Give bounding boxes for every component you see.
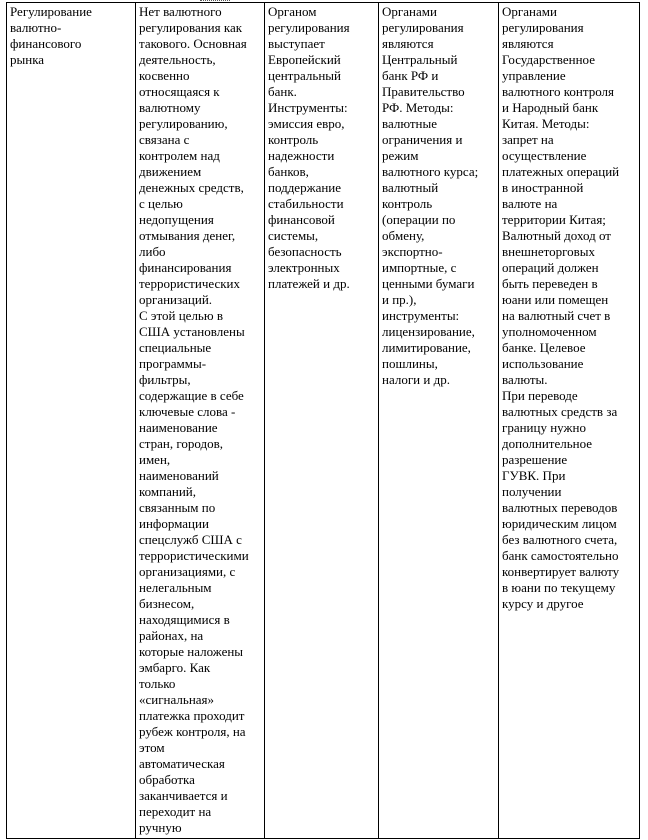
text-line: валютных средств за: [502, 404, 618, 419]
text-line: операций должен: [502, 260, 599, 275]
text-line: бизнесом,: [139, 596, 195, 611]
text-line: налоги и др.: [382, 372, 450, 387]
text-line: деятельность,: [139, 52, 216, 67]
text-line: и Народный банк: [502, 100, 599, 115]
text-line: валютного курса;: [382, 164, 479, 179]
cell-lines: [268, 4, 375, 292]
text-line: юани или помещен: [502, 292, 609, 307]
text-line: управление: [502, 68, 566, 83]
text-line: банков,: [268, 164, 309, 179]
text-line: такового. Основная: [139, 36, 247, 51]
text-line: содержащие в себе: [139, 388, 244, 403]
text-line: ограничения и: [382, 132, 463, 147]
text-line: При переводе: [502, 388, 578, 403]
text-line: ценными бумаги: [382, 276, 475, 291]
text-line: конвертирует валюту: [502, 564, 620, 579]
text-line: Органом: [268, 4, 317, 19]
text-line: регулированию,: [139, 116, 228, 131]
text-line: Правительство: [382, 84, 465, 99]
text-line: без валютного счета,: [502, 532, 618, 547]
text-line: Европейский: [268, 52, 341, 67]
text-line: связанным по: [139, 500, 216, 515]
text-line: либо: [139, 244, 166, 259]
text-line: импортные, с: [382, 260, 457, 275]
table-row: [7, 3, 640, 839]
text-line: относящаяся к: [139, 84, 220, 99]
text-line: организациями, с: [139, 564, 236, 579]
text-line: безопасность: [268, 244, 342, 259]
text-line: финансовой: [268, 212, 335, 227]
text-line: недопущения: [139, 212, 214, 227]
text-line: наименований: [139, 468, 219, 483]
cell-china: [499, 3, 640, 839]
text-line: выступает: [268, 36, 325, 51]
cell-russia: [379, 3, 499, 839]
text-line: ГУВК. При: [502, 468, 566, 483]
text-line: валютные: [382, 116, 438, 131]
text-line: и пр.),: [382, 292, 417, 307]
text-line: регулирования: [382, 20, 464, 35]
text-line: инструменты:: [382, 308, 460, 323]
text-line: стабильности: [268, 196, 344, 211]
text-line: денежных средств,: [139, 180, 244, 195]
text-line: РФ. Методы:: [382, 100, 454, 115]
text-line: районах, на: [139, 628, 204, 643]
text-line: фильтры,: [139, 372, 191, 387]
text-line: программы-: [139, 356, 207, 371]
text-line: наименование: [139, 420, 218, 435]
text-line: косвенно: [139, 68, 190, 83]
text-line: внешнеторговых: [502, 244, 595, 259]
text-line: Нет валютного: [139, 4, 222, 19]
text-line: режим: [382, 148, 419, 163]
text-line: в иностранной: [502, 180, 584, 195]
text-line: быть переведен в: [502, 276, 598, 291]
text-line: связана с: [139, 132, 190, 147]
text-line: террористическими: [139, 548, 249, 563]
text-line: отмывания денег,: [139, 228, 236, 243]
text-line: банк РФ и: [382, 68, 439, 83]
cell-lines: [10, 4, 132, 68]
text-line: платежей и др.: [268, 276, 350, 291]
text-line: автоматическая: [139, 756, 225, 771]
cell-lines: [382, 4, 495, 388]
cell-usa: [136, 3, 265, 839]
text-line: ключевые слова -: [139, 404, 236, 419]
text-line: электронных: [268, 260, 340, 275]
cell-topic: [7, 3, 136, 839]
text-line: банк.: [268, 84, 297, 99]
text-line: платежных операций: [502, 164, 620, 179]
text-line: банк самостоятельно: [502, 548, 619, 563]
text-line: валютный: [382, 180, 439, 195]
cell-lines: [502, 4, 636, 612]
text-line: Органами: [502, 4, 557, 19]
text-line: финансирования: [139, 260, 232, 275]
text-line: контроль: [382, 196, 433, 211]
text-line: валюты.: [502, 372, 548, 387]
text-line: запрет на: [502, 132, 554, 147]
text-line: являются: [382, 36, 434, 51]
text-line: платежка проходит: [139, 708, 245, 723]
text-line: регулирования: [502, 20, 584, 35]
text-line: получении: [502, 484, 562, 499]
text-line: валютно-: [10, 20, 62, 35]
text-line: специальные: [139, 340, 212, 355]
text-line: Органами: [382, 4, 437, 19]
text-line: этом: [139, 740, 165, 755]
text-line: на валютный счет в: [502, 308, 611, 323]
text-line: регулирования: [268, 20, 350, 35]
text-line: Валютный доход от: [502, 228, 611, 243]
text-line: лицензирование,: [382, 324, 475, 339]
text-line: финансового: [10, 36, 82, 51]
text-line: валютному: [139, 100, 201, 115]
text-line: пошлины,: [382, 356, 438, 371]
text-line: территории Китая;: [502, 212, 606, 227]
text-line: «сигнальная»: [139, 692, 215, 707]
text-line: находящимися в: [139, 612, 230, 627]
text-line: регулирования как: [139, 20, 243, 35]
cell-eu: [265, 3, 379, 839]
text-line: границу нужно: [502, 420, 586, 435]
text-line: переходит на: [139, 804, 212, 819]
text-line: спецслужб США с: [139, 532, 242, 547]
text-line: являются: [502, 36, 554, 51]
text-line: надежности: [268, 148, 335, 163]
text-line: лимитирование,: [382, 340, 471, 355]
text-line: эмиссия евро,: [268, 116, 345, 131]
text-line: только: [139, 676, 176, 691]
text-line: курсу и другое: [502, 596, 584, 611]
text-line: организаций.: [139, 292, 213, 307]
text-line: Инструменты:: [268, 100, 348, 115]
text-line: движением: [139, 164, 202, 179]
text-line: (операции по: [382, 212, 456, 227]
text-line: рубеж контроля, на: [139, 724, 246, 739]
text-line: эмбарго. Как: [139, 660, 211, 675]
text-line: банке. Целевое: [502, 340, 586, 355]
text-line: системы,: [268, 228, 319, 243]
text-line: Регулирование: [10, 4, 92, 19]
text-line: экспортно-: [382, 244, 443, 259]
text-line: заканчивается и: [139, 788, 228, 803]
text-line: валютного контроля: [502, 84, 615, 99]
text-line: ручную: [139, 820, 182, 835]
text-line: рынка: [10, 52, 45, 67]
cell-lines: [139, 4, 261, 836]
text-line: валютных переводов: [502, 500, 618, 515]
text-line: юридическим лицом: [502, 516, 617, 531]
text-line: обработка: [139, 772, 195, 787]
comparison-table: [6, 2, 640, 839]
text-line: которые наложены: [139, 644, 244, 659]
text-line: в юани по текущему: [502, 580, 616, 595]
text-line: нелегальным: [139, 580, 212, 595]
text-line: с целью: [139, 196, 183, 211]
text-line: США установлены: [139, 324, 245, 339]
text-line: контролем над: [139, 148, 220, 163]
text-line: террористических: [139, 276, 240, 291]
text-line: контроль: [268, 132, 319, 147]
text-line: уполномоченном: [502, 324, 597, 339]
text-line: валюте на: [502, 196, 558, 211]
text-line: Государственное: [502, 52, 595, 67]
text-line: использование: [502, 356, 584, 371]
text-line: С этой целью в: [139, 308, 223, 323]
text-line: осуществление: [502, 148, 587, 163]
text-line: дополнительное: [502, 436, 593, 451]
text-line: обмену,: [382, 228, 425, 243]
text-line: информации: [139, 516, 209, 531]
text-line: Центральный: [382, 52, 458, 67]
text-line: поддержание: [268, 180, 342, 195]
text-line: стран, городов,: [139, 436, 223, 451]
text-line: имен,: [139, 452, 171, 467]
text-line: разрешение: [502, 452, 568, 467]
text-line: Китая. Методы:: [502, 116, 590, 131]
text-line: компаний,: [139, 484, 196, 499]
text-line: центральный: [268, 68, 341, 83]
